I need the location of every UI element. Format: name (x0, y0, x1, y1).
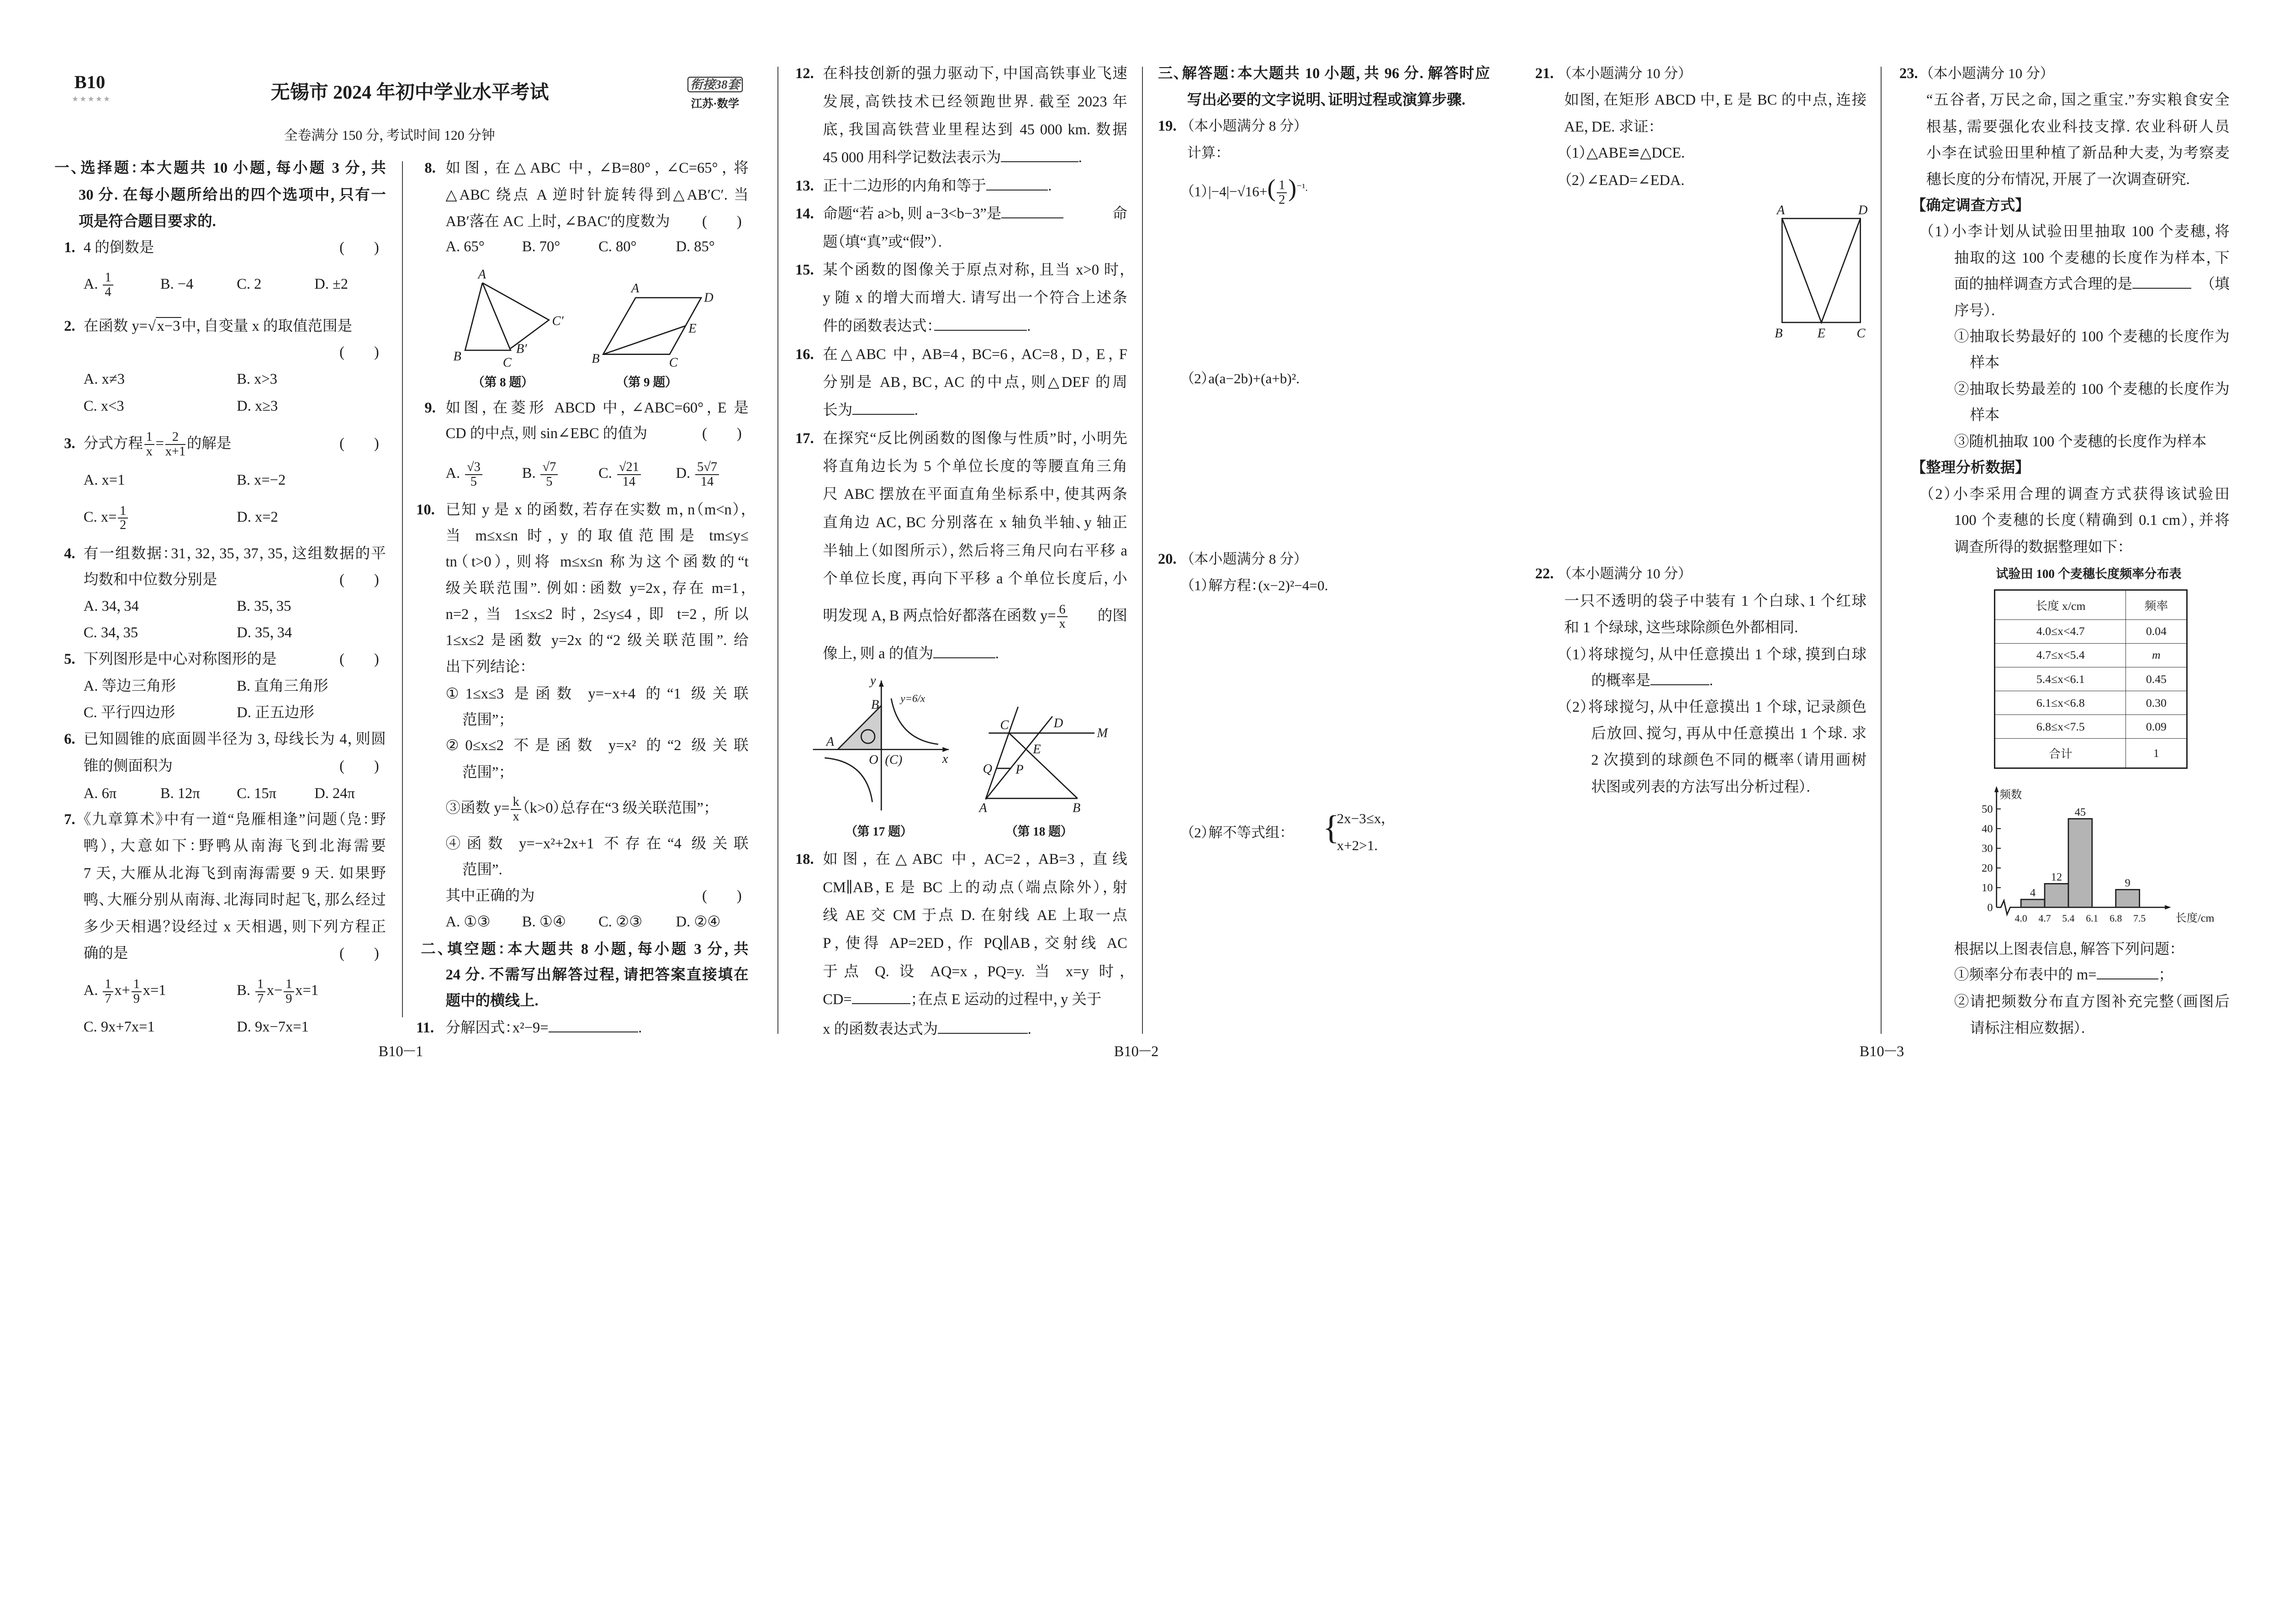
table-row: 4.0≤x<4.7 0.04 (1995, 619, 2187, 643)
question-text: 分式方程 $\frac{1}{x}$ = $\frac{2}{x+1}$ 的解是 (83, 430, 232, 459)
histogram (1982, 786, 2214, 925)
option-c[interactable]: C. $\frac{√21}{14}$ (598, 460, 642, 487)
question-text: CD 的中点，则 sin∠EBC 的值为 (445, 425, 648, 442)
question-text: 鸭、大雁分别从南海、北海同时起飞，那么经过 (83, 892, 386, 909)
x-tick-label: 6.8 (2110, 913, 2122, 924)
option-b[interactable]: B. x=−2 (237, 471, 286, 488)
option-a[interactable]: A. 等边三角形 (83, 677, 176, 694)
question-number: 14. (795, 205, 814, 222)
answer-paren[interactable]: ( ) (339, 651, 379, 668)
question-number: 4. (64, 545, 75, 562)
figure-caption: （第 18 题） (1011, 825, 1067, 839)
question-number: 15. (795, 262, 814, 279)
option-b[interactable]: B. −4 (160, 275, 194, 292)
label-e: E (1817, 326, 1825, 341)
sub-heading: 【整理分析数据】 (1918, 460, 2023, 476)
question-number: 10. (416, 502, 435, 518)
question-text: x 的函数表达式为 . (823, 1016, 1031, 1042)
x-tick-label: 6.1 (2086, 913, 2099, 924)
sub-question-1: 序号）. (1954, 302, 1995, 319)
page-number: B10－1 (378, 1043, 423, 1060)
question-text: 如图，在△ABC 中，AC=2，AB=3，直线 (823, 851, 1127, 868)
statement-2: 范围”； (462, 764, 506, 781)
option-a[interactable]: A. 6π (83, 785, 117, 802)
label: A. (83, 275, 98, 292)
sub-question-1: 面的抽样调查方式合理的是 （填 (1954, 271, 2230, 297)
question-text: 鸭），大意如下：野鸭从南海飞到北海需要 (83, 837, 386, 854)
question-text: tn（t>0），则将 m≤x≤n 称为这个函数的“t (445, 554, 749, 571)
sub-question-2: （2）小李采用合理的调查方式获得该试验田 (1926, 486, 2230, 503)
volume-code: B10 (74, 71, 106, 92)
section-heading: 一、选择题：本大题共 10 小题，每小题 3 分，共 (54, 160, 386, 177)
question-text: 根据以上图表信息，解答下列问题： (1954, 941, 2177, 957)
section-heading: 30 分. 在每小题所给出的四个选项中，只有一 (79, 186, 386, 203)
option-b[interactable]: B. ①④ (522, 913, 566, 930)
label-y: y (870, 673, 876, 688)
section-heading: 写出必要的文字说明、证明过程或演算步骤. (1187, 92, 1465, 109)
question-text: 计算： (1187, 144, 1223, 161)
option-d[interactable]: D. x≥3 (237, 398, 278, 415)
option-c[interactable]: C. x<3 (83, 398, 124, 415)
question-text: 将直角边长为 5 个单位长度的等腰直角三角 (823, 458, 1127, 475)
table-title: 试验田 100 个麦穗长度频率分布表 (1996, 567, 2182, 581)
question-text: 发展，高铁技术已经领跑世界. 截至 2023 年 (823, 93, 1127, 110)
question-text: 锥的侧面积为 (83, 758, 173, 775)
question-text: 如图，在△ABC 中，∠B=80°，∠C=65°，将 (445, 160, 749, 177)
option-c[interactable]: C. 80° (598, 238, 637, 255)
option-d[interactable]: D. 9x−7x=1 (237, 1019, 309, 1036)
figure-q21 (1782, 218, 1860, 323)
question-text: 正十二边形的内角和等于 . (823, 173, 1052, 199)
option-c[interactable]: C. 平行四边形 (83, 704, 175, 721)
question-number: 9. (424, 400, 436, 417)
x-tick-label: 4.0 (2014, 913, 2027, 924)
label-a: A (979, 801, 987, 815)
bar-value-label: 12 (2051, 871, 2062, 883)
page-number: B10－2 (1114, 1043, 1159, 1060)
sub-question-1: （1）小李计划从试验田里抽取 100 个麦穗，将 (1926, 223, 2230, 240)
question-number: 6. (64, 731, 75, 748)
option-a[interactable]: A. x=1 (83, 471, 125, 488)
x-tick-label: 7.5 (2133, 913, 2146, 924)
option-c[interactable]: C. 2 (237, 275, 262, 292)
label-p: P (1015, 762, 1024, 777)
question-text: 线 AE 交 CM 于点 D. 在射线 AE 上取一点 (823, 907, 1127, 924)
answer-paren[interactable]: ( ) (339, 945, 379, 962)
sub-question-2: 100 个麦穗的长度（精确到 0.1 cm），并将 (1954, 512, 2230, 529)
sub-question-b: ②请把频数分布直方图补充完整（画图后 (1954, 993, 2230, 1010)
figure-q8 (465, 283, 549, 350)
question-number: 3. (64, 435, 75, 452)
question-text: 如图，在矩形 ABCD 中，E 是 BC 的中点，连接 (1564, 92, 1867, 109)
question-text: 长为 . (823, 397, 918, 423)
question-text: 在函数 y=√x−3中，自变量 x 的取值范围是 (83, 317, 352, 334)
option-d[interactable]: D. $\frac{5√7}{14}$ (676, 460, 720, 487)
question-text: 在△ABC 中，AB=4，BC=6，AC=8，D，E，F (823, 346, 1127, 363)
label-a: A (826, 735, 835, 749)
option-b[interactable]: B. 12π (160, 785, 200, 802)
question-text: CM∥AB，E 是 BC 上的动点（端点除外），射 (823, 879, 1127, 896)
label-o: O (869, 752, 878, 767)
label-b: B (1072, 801, 1081, 815)
option-c[interactable]: C. 15π (237, 785, 277, 802)
label-c: C (669, 355, 678, 370)
figure-caption: （第 9 题） (622, 375, 671, 389)
option-b[interactable]: B. 直角三角形 (237, 677, 328, 694)
question-text: 一只不透明的袋子中装有 1 个白球、1 个红球 (1564, 593, 1867, 610)
sub-question-a: ①频率分布表中的 m= ； (1954, 962, 2166, 988)
answer-paren[interactable]: ( ) (339, 571, 379, 588)
question-number: 12. (795, 65, 814, 82)
answer-paren[interactable]: ( ) (339, 239, 379, 256)
option-d[interactable]: D. 24π (314, 785, 355, 802)
label-d: D (704, 291, 714, 305)
question-number: 5. (64, 651, 75, 668)
table-header-row: 长度 x/cm 频率 (1995, 590, 2187, 619)
section-heading: 三、解答题：本大题共 10 小题，共 96 分. 解答时应 (1158, 65, 1490, 82)
question-text: 半轴上（如图所示），然后将三角尺向右平移 a (823, 542, 1127, 559)
label-c: C (1856, 326, 1866, 341)
statement-1: ①1≤x≤3 是函数 y=−x+4 的“1 级关联 (445, 685, 749, 702)
option-d[interactable]: D. 正五边形 (237, 704, 314, 721)
answer-paren[interactable]: ( ) (339, 758, 379, 775)
label-d: D (1858, 203, 1868, 217)
option-a[interactable]: A. ①③ (445, 913, 491, 930)
label-c: C (502, 355, 512, 370)
question-text: 小李在试验田里种植了新品种大麦，为考察麦 (1926, 144, 2230, 161)
table-row: 6.1≤x<6.8 0.30 (1995, 691, 2187, 715)
question-text: 个单位长度，再向下平移 a 个单位长度后，小 (823, 570, 1127, 587)
question-text: △ABC 绕点 A 逆时针旋转得到△AB′C′. 当 (445, 186, 749, 203)
question-text: 已知圆锥的底面圆半径为 3，母线长为 4，则圆 (83, 731, 386, 748)
exam-title: 无锡市 2024 年初中学业水平考试 (270, 82, 549, 104)
question-text: y 随 x 的增大而增大. 请写出一个符合上述条 (823, 290, 1127, 307)
section-heading: 题中的横线上. (445, 993, 539, 1010)
answer-paren[interactable]: ( ) (702, 213, 742, 230)
statement-3: ③函数 y= $\frac{k}{x}$ （k>0）总存在“3 级关联范围”； (445, 795, 711, 824)
statement-1: 范围”； (462, 711, 506, 728)
sub-question-2: （2）a(a−2b)+(a+b)². (1187, 370, 1300, 387)
question-text: n=2，当 1≤x≤2 时，2≤y≤4，即 t=2，所以 (445, 606, 749, 623)
option-c[interactable]: C. 34，35 (83, 624, 138, 641)
option-d[interactable]: D. ②④ (676, 913, 721, 930)
option-a[interactable]: A. $\frac{1}{7}$ x+ $\frac{1}{9}$ x=1 (83, 977, 166, 1006)
option-b[interactable]: B. x>3 (237, 371, 277, 388)
score-note: （本小题满分 8 分） (1187, 550, 1301, 567)
page-number: B10－3 (1859, 1043, 1904, 1060)
question-text: 1≤x≤2 是函数 y=2x 的“2 级关联范围”. 给 (445, 632, 749, 649)
sub-question-1: 的概率是 . (1591, 667, 1713, 694)
figure-caption: （第 17 题） (851, 825, 907, 839)
question-text: 45 000 用科学记数法表示为 . (823, 144, 1082, 171)
sub-question-2: （2）∠EAD=∠EDA. (1564, 172, 1685, 189)
option-d[interactable]: D. 85° (676, 238, 715, 255)
question-number: 17. (795, 430, 814, 447)
question-text: 某个函数的图像关于原点对称，且当 x>0 时， (823, 262, 1127, 279)
question-text: 分解因式：x²−9= . (445, 1015, 642, 1041)
label-a: A (478, 267, 486, 282)
label-c: C (1000, 718, 1009, 732)
question-text: 有一组数据：31，32，35，37，35，这组数据的平 (83, 545, 386, 562)
section-heading: 24 分. 不需写出解答过程，请把答案直接填在 (445, 967, 749, 984)
label-d: D (1053, 716, 1063, 730)
question-text: AE，DE. 求证： (1564, 118, 1656, 135)
option-b[interactable]: B. 35，35 (237, 598, 291, 614)
question-number: 2. (64, 317, 75, 334)
label-m: M (1097, 726, 1108, 741)
question-text: 《九章算术》中有一道“凫雁相逢”问题（凫：野 (83, 811, 386, 828)
y-tick-label: 20 (1982, 862, 1993, 875)
label-b-prime: B′ (516, 342, 527, 356)
sub-question-1: （1）△ABE≌△DCE. (1564, 144, 1685, 161)
sub-question-2: （2）将球搅匀，从中任意摸出 1 个球，记录颜色 (1564, 698, 1867, 715)
label-e: E (688, 322, 697, 336)
question-text: 在科技创新的强力驱动下，中国高铁事业飞速 (823, 65, 1127, 82)
question-number: 21. (1535, 65, 1554, 82)
sub-question-1: （1）将球搅匀，从中任意摸出 1 个球，摸到白球 (1564, 646, 1867, 663)
question-text: 4 的倒数是 (83, 239, 154, 256)
question-text: 明发现 A，B 两点恰好都落在函数 y= $\frac{6}{x}$ 的图 (823, 602, 1127, 631)
sub-question-1: （1）解方程：(x−2)²−4=0. (1187, 577, 1328, 594)
question-text: 底，我国高铁营业里程达到 45 000 km. 数据 (823, 121, 1127, 138)
y-tick-label: 10 (1982, 882, 1993, 894)
option-d[interactable]: D. x=2 (237, 508, 278, 525)
x-axis-label: 长度/cm (2175, 912, 2215, 925)
label-e: E (1033, 742, 1041, 756)
option-a[interactable]: A. 65° (445, 238, 485, 255)
label-b: B (592, 351, 600, 366)
bar-value-label: 4 (2030, 887, 2036, 899)
table-row: 6.8≤x<7.5 0.09 (1995, 715, 2187, 739)
logo-bottom: 江苏·数学 (691, 97, 740, 110)
question-number: 23. (1899, 65, 1918, 82)
question-number: 8. (424, 160, 436, 177)
question-text: 分别是 AB，BC，AC 的中点，则△DEF 的周 (823, 374, 1127, 391)
label-q: Q (983, 762, 993, 777)
logo-top: 衔接38套 (687, 77, 742, 92)
option-a[interactable]: A. $\frac{√3}{5}$ (445, 460, 483, 487)
label-b: B (453, 349, 461, 364)
score-note: （本小题满分 10 分） (1564, 565, 1686, 582)
answer-paren[interactable]: ( ) (702, 425, 742, 442)
sub-question-2: 状图或列表的方法写出分析过程）. (1591, 779, 1810, 796)
option-c[interactable]: C. x= $\frac{1}{2}$ (84, 504, 129, 530)
option-a[interactable]: A. 34，34 (83, 598, 139, 614)
question-number: 16. (795, 346, 814, 363)
question-number: 1. (64, 239, 75, 256)
question-text: 已知 y 是 x 的函数，若存在实数 m，n（m<n）， (445, 502, 749, 518)
choice-3: ③随机抽取 100 个麦穗的长度作为样本 (1954, 434, 2207, 450)
figure-q9 (603, 298, 701, 354)
sub-question-2: 2 次摸到的球颜色不同的概率（请用画树 (1591, 752, 1867, 769)
table-row: 4.7≤x<5.4 m (1995, 643, 2187, 667)
exam-subtitle: 全卷满分 150 分，考试时间 120 分钟 (284, 128, 495, 143)
option-b[interactable]: B. 70° (522, 238, 560, 255)
statement-4: 范围”. (462, 862, 502, 878)
choice-1: 样本 (1970, 354, 2000, 371)
option-d[interactable]: D. ±2 (314, 275, 349, 292)
statement-4: ④函数 y=−x²+2x+1 不存在“4 级关联 (445, 836, 749, 852)
option-b[interactable]: B. $\frac{1}{7}$ x− $\frac{1}{9}$ x=1 (237, 977, 319, 1006)
score-note: （本小题满分 10 分） (1926, 65, 2047, 82)
question-text: 根基，需要强化农业科技支撑. 农业科研人员 (1926, 118, 2230, 135)
y-tick-label: 50 (1982, 803, 1993, 815)
question-text: 在探究“反比例函数的图像与性质”时，小明先 (823, 430, 1127, 447)
question-number: 18. (795, 851, 814, 868)
question-text: 下列图形是中心对称图形的是 (83, 651, 277, 668)
option-a[interactable]: A. x≠3 (83, 371, 125, 388)
table-total-row: 合计 1 (1995, 739, 2187, 768)
question-number: 22. (1535, 565, 1554, 582)
choice-1: ①抽取长势最好的 100 个麦穗的长度作为 (1954, 328, 2230, 345)
x-tick-label: 5.4 (2062, 913, 2075, 924)
answer-paren[interactable]: ( ) (702, 887, 742, 904)
question-text: 级关联范围”. 例如：函数 y=2x，存在 m=1， (445, 580, 749, 597)
question-text: 7 天，大雁从北海飞到南海需要 9 天. 如果野 (83, 865, 386, 882)
section-heading: 项是符合题目要求的. (79, 213, 216, 230)
y-tick-label: 30 (1982, 842, 1993, 855)
sub-question-2: （2）解不等式组： (1187, 824, 1287, 841)
sub-question-2: 后放回、搅匀，再从中任意摸出 1 个球. 求 (1591, 725, 1867, 742)
question-number: 13. (795, 177, 814, 194)
fraction: $\frac{1}{4}$ (103, 271, 113, 299)
option-d[interactable]: D. 35，34 (237, 624, 292, 641)
question-text: AB′落在 AC 上时，∠BAC′的度数为 (445, 213, 670, 230)
section-heading: 二、填空题：本大题共 8 小题，每小题 3 分，共 (421, 941, 749, 957)
label-x: x (942, 751, 948, 766)
question-text: P，使得 AP=2ED，作 PQ∥AB，交射线 AC (823, 935, 1127, 952)
label-b: B (871, 698, 879, 712)
question-text: 当 m≤x≤n 时，y 的取值范围是 tm≤y≤ (445, 528, 749, 545)
inequality-2: x+2>1. (1337, 837, 1378, 853)
question-number: 11. (416, 1019, 434, 1036)
option-c[interactable]: C. 9x+7x=1 (83, 1019, 155, 1036)
question-text: 均数和中位数分别是 (83, 571, 217, 588)
score-note: （本小题满分 8 分） (1187, 118, 1301, 134)
question-text: “五谷者，万民之命，国之重宝.”夯实粮食安全 (1926, 92, 2230, 109)
label-c-prime: C′ (552, 314, 564, 328)
bar-value-label: 9 (2125, 877, 2131, 889)
choice-2: ②抽取长势最差的 100 个麦穗的长度作为 (1954, 381, 2230, 398)
question-number: 20. (1158, 550, 1177, 567)
inequality-1: 2x−3≤x， (1337, 810, 1388, 827)
question-text: 件的函数表达式： . (823, 313, 1031, 339)
label-c: (C) (885, 752, 903, 767)
question-text: 如图，在菱形 ABCD 中，∠ABC=60°，E 是 (445, 400, 749, 417)
bar-value-label: 45 (2074, 806, 2086, 819)
question-text: 确的是 (83, 945, 128, 962)
answer-paren[interactable]: ( ) (339, 344, 379, 360)
label-a: A (1776, 203, 1785, 217)
question-text: 多少天相遇？设经过 x 天相遇，则下列方程正 (83, 918, 386, 935)
question-text: 其中正确的为 (445, 887, 535, 904)
x-tick-label: 4.7 (2038, 913, 2051, 924)
sub-question-1: （1）|−4|−√16+( $\frac{1}{2}$ )$^{^{-1}.}$ (1187, 174, 1308, 207)
y-tick-label: 40 (1982, 822, 1993, 835)
answer-paren[interactable]: ( ) (339, 435, 379, 452)
sub-question-1: 抽取的这 100 个麦穗的长度作为样本，下 (1954, 249, 2230, 266)
label-function: y=6/x (900, 692, 925, 704)
histogram-bar (2068, 819, 2092, 907)
question-text: 穗长度的分布情况，开展了一次调查研究. (1926, 171, 2190, 188)
sub-heading: 【确定调查方式】 (1918, 197, 2023, 214)
question-text: 题（填“真”或“假”）. (823, 233, 942, 250)
question-text: CD= ；在点 E 运动的过程中，y 关于 (823, 986, 1101, 1013)
question-text: 和 1 个绿球，这些球除颜色外都相同. (1564, 619, 1798, 636)
choice-2: 样本 (1970, 407, 2000, 423)
question-number: 7. (64, 811, 75, 828)
question-text: 像上，则 a 的值为 . (823, 640, 999, 667)
sub-question-b: 请标注相应数据）. (1970, 1020, 2085, 1037)
stars-decoration: ★★★★★ (72, 95, 111, 103)
histogram-bar (2045, 883, 2068, 907)
option-c[interactable]: C. ②③ (598, 913, 643, 930)
sub-question-2: 调查所得的数据整理如下： (1954, 539, 2125, 555)
question-text: 出下列结论： (445, 659, 528, 676)
histogram-bar (2116, 889, 2140, 907)
question-text: 于点 Q. 设 AQ=x，PQ=y. 当 x=y 时， (823, 963, 1127, 980)
y-axis-label: 频数 (1999, 788, 2022, 801)
score-note: （本小题满分 10 分） (1564, 65, 1686, 82)
label-a: A (631, 281, 640, 296)
option-b[interactable]: B. $\frac{√7}{5}$ (522, 460, 559, 487)
table-row: 5.4≤x<6.1 0.45 (1995, 667, 2187, 691)
label-b: B (1774, 326, 1783, 341)
question-text: 命题“若 a>b，则 a−3<b−3”是 命 (823, 201, 1127, 227)
question-number: 19. (1158, 118, 1177, 135)
statement-2: ②0≤x≤2 不是函数 y=x² 的“2 级关联 (445, 737, 749, 754)
y-tick-label: 0 (1987, 901, 1993, 914)
figure-caption: （第 8 题） (478, 375, 528, 389)
brace-icon: { (1322, 809, 1339, 846)
question-text: 直角边 AC，BC 分别落在 x 轴负半轴、y 轴正 (823, 514, 1127, 531)
question-text: 尺 ABC 摆放在平面直角坐标系中，使其两条 (823, 486, 1127, 503)
histogram-bar (2021, 899, 2045, 907)
